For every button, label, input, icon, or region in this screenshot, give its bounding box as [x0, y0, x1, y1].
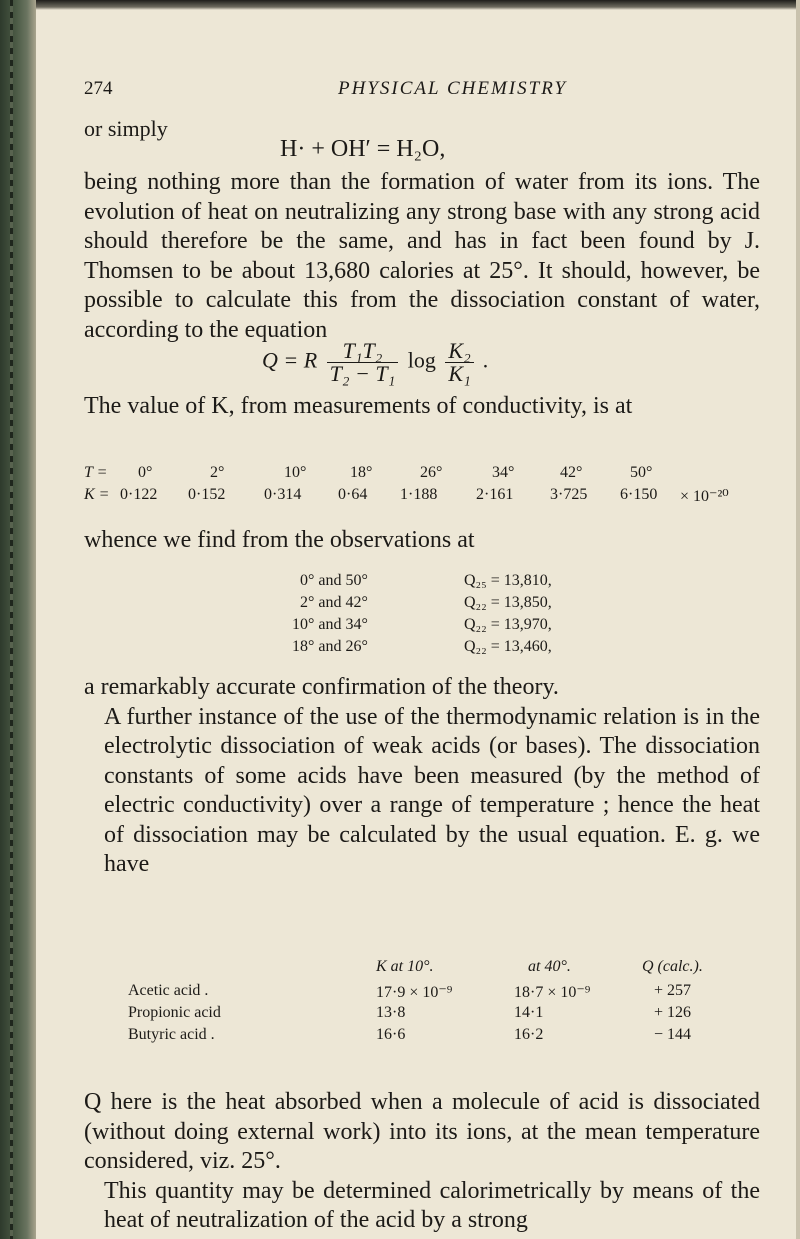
k-cell: 6·150: [620, 486, 658, 503]
paragraph-calorimetric: This quantity may be determined calorimetrically by means of the heat of neutralization of the acid by a strong: [104, 1177, 760, 1233]
intro-lead: or simply: [84, 116, 168, 141]
book-binding: [0, 0, 36, 1239]
paragraph-neutralization-heat: being nothing more than the formation of water from its ions. The evolution of heat on neutralizing any strong base with any strong acid should therefore be the same, and has in fact been found by J. Thomsen to be about 13,680 calories at 25°. It should, however, be possible to calculate this from the dissociation constant of water, according to the equation: [84, 169, 760, 343]
paragraph-weak-acids: [84, 673, 760, 880]
neutralization-reaction: H· + OH′ = H₂O,: [280, 136, 446, 162]
temp-cell: 18°: [350, 464, 373, 481]
paragraph-heat-absorbed: [84, 1088, 760, 1236]
k-cell: 0·64: [338, 486, 368, 503]
equation-lhs: Q = R: [262, 347, 318, 373]
paragraph-thermodynamic-relation: A further instance of the use of the thermodynamic relation is in the electrolytic dissociation of weak acids (or bases). The dissociation constants of some acids have been measured (by the method of electric conductivity) over a range of temperature ; hence the heat of dissociation may be calculated by the usual equation. E. g. we have: [104, 703, 760, 877]
k-value-row: [84, 486, 760, 506]
running-header: [84, 78, 760, 108]
equation-end: .: [483, 347, 489, 373]
running-title: PHYSICAL CHEMISTRY: [338, 78, 568, 99]
temp-cell: 2°: [210, 464, 225, 481]
temp-cell: 34°: [492, 464, 515, 481]
fraction-denominator: T₂ − T₁: [329, 361, 396, 386]
acid-k40: 14·1: [514, 1004, 544, 1021]
observation-pair: 0° and 50°: [300, 572, 368, 589]
page-top-edge: [36, 0, 800, 10]
paragraph-observations-intro: whence we find from the observations at: [84, 527, 475, 553]
observation-pair: 18° and 26°: [292, 638, 368, 655]
observation-q: Q₂₅ = 13,810,: [464, 572, 552, 589]
page-right-edge: [796, 0, 800, 1239]
acid-k40: 18·7 × 10⁻⁹: [514, 984, 591, 1001]
acid-table-header: at 40°.: [528, 958, 571, 975]
paragraph-confirmation-line: a remarkably accurate confirmation of the theory.: [84, 674, 559, 700]
acid-name: Propionic acid: [128, 1004, 221, 1021]
acid-q: − 144: [654, 1026, 692, 1043]
k-multiplier: × 10⁻²⁰: [680, 488, 729, 505]
ratio-numerator: K₂: [445, 340, 473, 363]
observation-pair: 10° and 34°: [292, 616, 368, 633]
acid-table-header: Q (calc.).: [642, 958, 703, 975]
k-label: K =: [84, 486, 110, 503]
k-cell: 2·161: [476, 486, 514, 503]
observation-q: Q₂₂ = 13,460,: [464, 638, 552, 655]
acid-q: + 257: [654, 982, 692, 999]
temperature-row: [84, 464, 760, 484]
vant-hoff-equation: [262, 340, 489, 385]
temp-cell: 10°: [284, 464, 307, 481]
temp-cell: 0°: [138, 464, 153, 481]
fraction-numerator: T₁T₂: [327, 340, 399, 363]
temp-cell: 42°: [560, 464, 583, 481]
acid-table-header: K at 10°.: [376, 958, 434, 975]
acid-q: + 126: [654, 1004, 692, 1021]
acid-k10: 16·6: [376, 1026, 406, 1043]
page-number: 274: [84, 78, 113, 99]
k-cell: 0·122: [120, 486, 158, 503]
observation-q: Q₂₂ = 13,850,: [464, 594, 552, 611]
observation-q: Q₂₂ = 13,970,: [464, 616, 552, 633]
acid-k40: 16·2: [514, 1026, 544, 1043]
temp-cell: 50°: [630, 464, 653, 481]
k-cell: 3·725: [550, 486, 588, 503]
paragraph-conductivity: The value of K, from measurements of conductivity, is at: [84, 393, 633, 419]
acid-k10: 17·9 × 10⁻⁹: [376, 984, 453, 1001]
constant-ratio-fraction: [445, 340, 473, 385]
acid-k10: 13·8: [376, 1004, 406, 1021]
log-operator: log: [407, 347, 436, 373]
t-label: T =: [84, 464, 108, 481]
temperature-fraction: [327, 340, 399, 385]
observation-pair: 2° and 42°: [300, 594, 368, 611]
k-cell: 1·188: [400, 486, 438, 503]
k-cell: 0·314: [264, 486, 302, 503]
acid-name: Acetic acid .: [128, 982, 209, 999]
k-cell: 0·152: [188, 486, 226, 503]
acid-name: Butyric acid .: [128, 1026, 215, 1043]
temp-cell: 26°: [420, 464, 443, 481]
ratio-denominator: K₁: [448, 361, 471, 386]
paragraph-q-definition: Q here is the heat absorbed when a molecule of acid is dissociated (without doing external work) into its ions, at the mean temperature considered, viz. 25°.: [84, 1089, 760, 1174]
